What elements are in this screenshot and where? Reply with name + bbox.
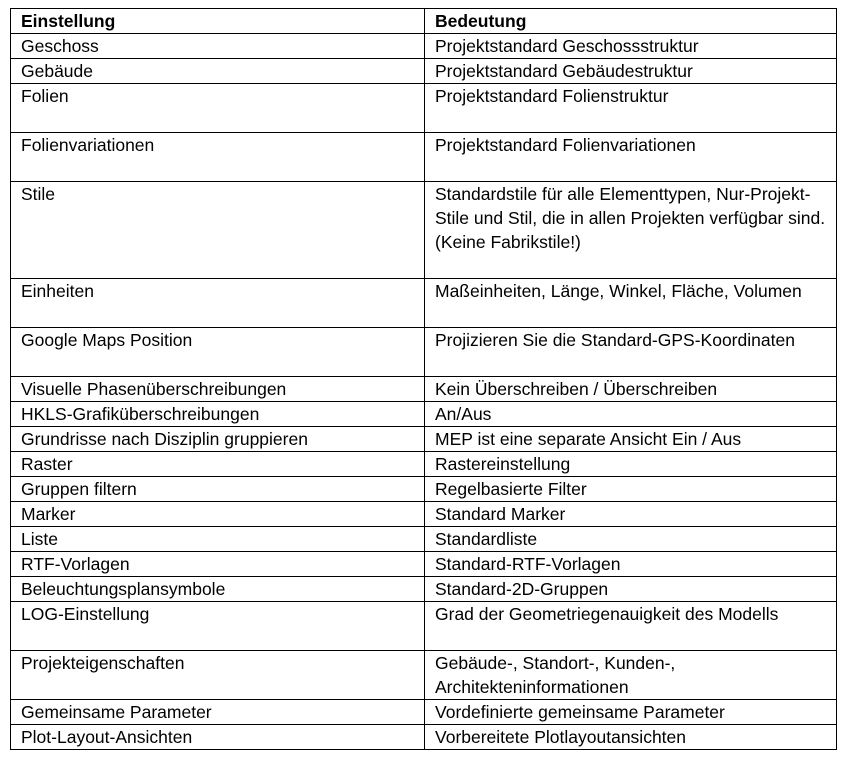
setting-cell: Beleuchtungsplansymbole: [11, 577, 425, 602]
setting-cell: Geschoss: [11, 34, 425, 59]
table-row: [11, 59, 837, 84]
meaning-cell: Rastereinstellung: [425, 452, 837, 477]
setting-cell: Einheiten: [11, 279, 425, 328]
column-header-setting: Einstellung: [11, 9, 425, 34]
header-row: [11, 9, 837, 34]
table-row: [11, 577, 837, 602]
table-row: [11, 477, 837, 502]
table-body: [11, 34, 837, 750]
setting-cell: LOG-Einstellung: [11, 602, 425, 651]
meaning-cell: MEP ist eine separate Ansicht Ein / Aus: [425, 427, 837, 452]
setting-cell: Liste: [11, 527, 425, 552]
meaning-cell: Projektstandard Geschossstruktur: [425, 34, 837, 59]
table-row: [11, 279, 837, 328]
meaning-cell: Regelbasierte Filter: [425, 477, 837, 502]
meaning-cell: Vordefinierte gemeinsame Parameter: [425, 700, 837, 725]
meaning-cell: Standard Marker: [425, 502, 837, 527]
table-row: [11, 84, 837, 133]
table-row: [11, 133, 837, 182]
setting-cell: Raster: [11, 452, 425, 477]
setting-cell: Stile: [11, 182, 425, 279]
setting-cell: Google Maps Position: [11, 328, 425, 377]
setting-cell: RTF-Vorlagen: [11, 552, 425, 577]
meaning-cell: Projizieren Sie die Standard-GPS-Koordinaten: [425, 328, 837, 377]
column-header-meaning: Bedeutung: [425, 9, 837, 34]
setting-cell: Folien: [11, 84, 425, 133]
setting-cell: Grundrisse nach Disziplin gruppieren: [11, 427, 425, 452]
table-row: [11, 552, 837, 577]
setting-cell: Gemeinsame Parameter: [11, 700, 425, 725]
meaning-cell: Gebäude-, Standort-, Kunden-, Architekteninformationen: [425, 651, 837, 700]
table-row: [11, 502, 837, 527]
meaning-cell: Standard-RTF-Vorlagen: [425, 552, 837, 577]
table-row: [11, 452, 837, 477]
table-header: [11, 9, 837, 34]
table-row: [11, 725, 837, 750]
setting-cell: Plot-Layout-Ansichten: [11, 725, 425, 750]
meaning-cell: Standardliste: [425, 527, 837, 552]
table-row: [11, 700, 837, 725]
setting-cell: Projekteigenschaften: [11, 651, 425, 700]
settings-table: [10, 8, 837, 750]
meaning-cell: Maßeinheiten, Länge, Winkel, Fläche, Volumen: [425, 279, 837, 328]
table-row: [11, 182, 837, 279]
table-row: [11, 328, 837, 377]
setting-cell: Marker: [11, 502, 425, 527]
meaning-cell: Projektstandard Gebäudestruktur: [425, 59, 837, 84]
setting-cell: HKLS-Grafiküberschreibungen: [11, 402, 425, 427]
setting-cell: Folienvariationen: [11, 133, 425, 182]
table-row: [11, 402, 837, 427]
meaning-cell: Standard-2D-Gruppen: [425, 577, 837, 602]
table-row: [11, 527, 837, 552]
table-row: [11, 34, 837, 59]
meaning-cell: Kein Überschreiben / Überschreiben: [425, 377, 837, 402]
meaning-cell: Projektstandard Folienstruktur: [425, 84, 837, 133]
meaning-cell: Standardstile für alle Elementtypen, Nur-Projekt-Stile und Stil, die in allen Projekten verfügbar sind. (Keine Fabrikstile!): [425, 182, 837, 279]
table-row: [11, 602, 837, 651]
meaning-cell: Vorbereitete Plotlayoutansichten: [425, 725, 837, 750]
meaning-cell: Grad der Geometriegenauigkeit des Modells: [425, 602, 837, 651]
setting-cell: Gebäude: [11, 59, 425, 84]
meaning-cell: An/Aus: [425, 402, 837, 427]
table-row: [11, 651, 837, 700]
setting-cell: Visuelle Phasenüberschreibungen: [11, 377, 425, 402]
table-row: [11, 377, 837, 402]
setting-cell: Gruppen filtern: [11, 477, 425, 502]
table-row: [11, 427, 837, 452]
meaning-cell: Projektstandard Folienvariationen: [425, 133, 837, 182]
